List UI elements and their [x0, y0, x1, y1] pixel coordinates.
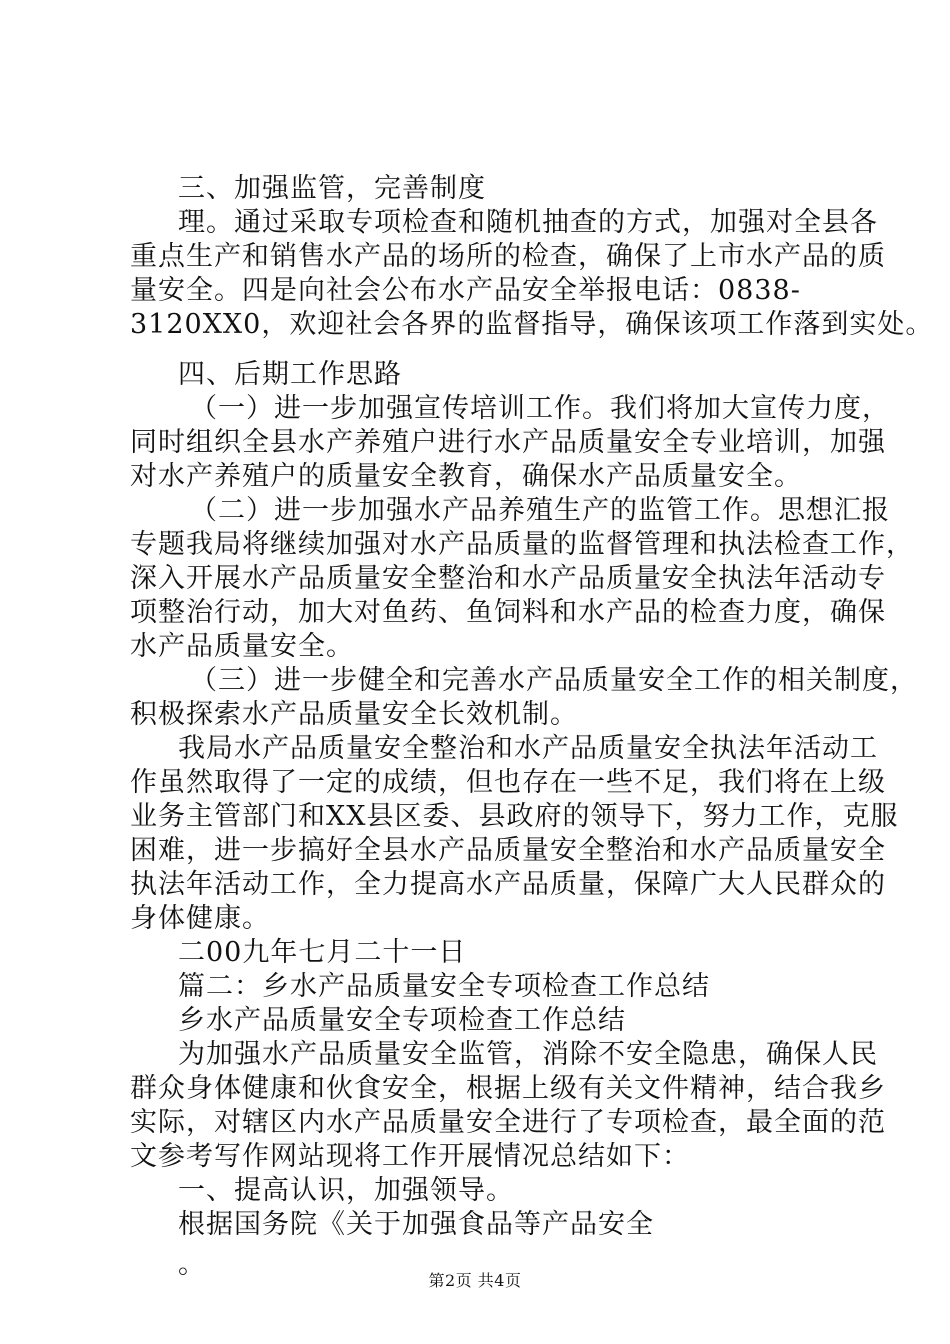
section-heading-4: 四、后期工作思路: [178, 359, 402, 390]
paragraph-line: 身体健康。: [130, 903, 270, 934]
section-heading-1: 一、提高认识，加强领导。: [178, 1175, 514, 1206]
paragraph-line: 困难，进一步搞好全县水产品质量安全整治和水产品质量安全: [130, 835, 886, 866]
paragraph-line: 理。通过采取专项检查和随机抽查的方式，加强对全县各: [178, 207, 878, 238]
paragraph-line: 执法年活动工作，全力提高水产品质量，保障广大人民群众的: [130, 869, 886, 900]
paragraph-line: 量安全。四是向社会公布水产品安全举报电话：0838-: [130, 275, 801, 306]
paragraph-line: 实际，对辖区内水产品质量安全进行了专项检查，最全面的范: [130, 1107, 886, 1138]
paragraph-line: 文参考写作网站现将工作开展情况总结如下：: [130, 1141, 690, 1172]
paragraph-line: 业务主管部门和XX县区委、县政府的领导下，努力工作，克服: [130, 801, 899, 832]
paragraph-line: 深入开展水产品质量安全整治和水产品质量安全执法年活动专: [130, 563, 886, 594]
section-heading-3: 三、加强监管，完善制度: [178, 173, 486, 204]
paragraph-line: （三）进一步健全和完善水产品质量安全工作的相关制度，: [190, 665, 918, 696]
paragraph-line: 积极探索水产品质量安全长效机制。: [130, 699, 578, 730]
paragraph-line: 项整治行动，加大对鱼药、鱼饲料和水产品的检查力度，确保: [130, 597, 886, 628]
paragraph-line: 重点生产和销售水产品的场所的检查，确保了上市水产品的质: [130, 241, 886, 272]
paragraph-line: 为加强水产品质量安全监管，消除不安全隐患，确保人民: [178, 1039, 878, 1070]
paragraph-line: 根据国务院《关于加强食品等产品安全: [178, 1209, 654, 1240]
paragraph-line: 我局水产品质量安全整治和水产品质量安全执法年活动工: [178, 733, 878, 764]
page-number: 第2页 共4页: [428, 1271, 522, 1290]
paragraph-line: 对水产养殖户的质量安全教育，确保水产品质量安全。: [130, 461, 802, 492]
paragraph-line: 作虽然取得了一定的成绩，但也存在一些不足，我们将在上级: [130, 767, 886, 798]
chapter-heading: 篇二：乡水产品质量安全专项检查工作总结: [178, 971, 710, 1002]
paragraph-line: 群众身体健康和伙食安全，根据上级有关文件精神，结合我乡: [130, 1073, 886, 1104]
date-line: 二00九年七月二十一日: [178, 937, 467, 968]
paragraph-line: 。: [178, 1249, 206, 1280]
paragraph-line: 水产品质量安全。: [130, 631, 354, 662]
paragraph-line: 3120XX0，欢迎社会各界的监督指导，确保该项工作落到实处。: [130, 309, 934, 340]
document-title: 乡水产品质量安全专项检查工作总结: [178, 1005, 626, 1036]
paragraph-line: 同时组织全县水产养殖户进行水产品质量安全专业培训，加强: [130, 427, 886, 458]
paragraph-line: （一）进一步加强宣传培训工作。我们将加大宣传力度，: [190, 393, 890, 424]
paragraph-line: （二）进一步加强水产品养殖生产的监管工作。思想汇报: [190, 495, 890, 526]
paragraph-line: 专题我局将继续加强对水产品质量的监督管理和执法检查工作，: [130, 529, 914, 560]
